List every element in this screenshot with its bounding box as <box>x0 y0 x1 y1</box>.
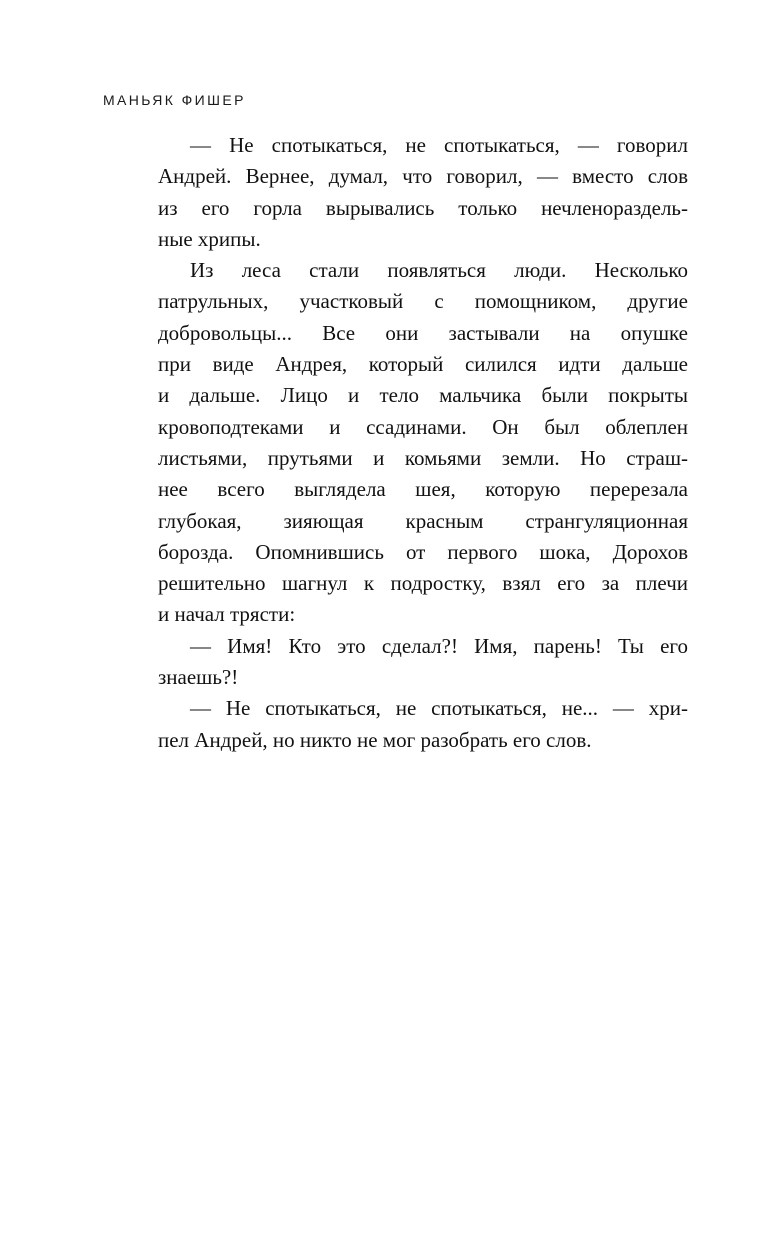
text-line: кровоподтеками и ссадинами. Он был облеплен <box>158 414 688 439</box>
text-line: — Не спотыкаться, не спотыкаться, не... — хри- <box>190 696 688 721</box>
paragraph-3 <box>158 631 688 694</box>
text-line: пел Андрей, но никто не мог разобрать его слов. <box>158 727 592 752</box>
text-line: — Имя! Кто это сделал?! Имя, парень! Ты его <box>190 633 688 658</box>
text-line: и начал трясти: <box>158 602 296 627</box>
text-line: ные хрипы. <box>158 226 261 251</box>
text-line: листьями, прутьями и комьями земли. Но страш- <box>158 445 688 470</box>
paragraph-1 <box>158 130 688 255</box>
paragraph-2 <box>158 255 688 631</box>
text-line: глубокая, зияющая красным странгуляционная <box>158 508 688 533</box>
body-text <box>158 130 688 756</box>
text-line: из его горла вырывались только нечленораздель- <box>158 195 688 220</box>
text-line: Андрей. Вернее, думал, что говорил, — вместо слов <box>158 164 688 189</box>
text-line: Из леса стали появляться люди. Несколько <box>190 258 688 283</box>
text-line: знаешь?! <box>158 665 239 690</box>
text-line: добровольцы... Все они застывали на опушке <box>158 320 688 345</box>
text-line: при виде Андрея, который силился идти дальше <box>158 352 688 377</box>
running-head: МАНЬЯК ФИШЕР <box>103 92 246 108</box>
text-line: и дальше. Лицо и тело мальчика были покрыты <box>158 383 688 408</box>
paragraph-4 <box>158 693 688 756</box>
text-line: нее всего выглядела шея, которую перерезала <box>158 477 688 502</box>
text-line: борозда. Опомнившись от первого шока, Дорохов <box>158 539 688 564</box>
text-line: — Не спотыкаться, не спотыкаться, — говорил <box>190 133 688 157</box>
text-line: патрульных, участковый с помощником, другие <box>158 289 688 314</box>
text-line: решительно шагнул к подростку, взял его за плечи <box>158 571 688 596</box>
